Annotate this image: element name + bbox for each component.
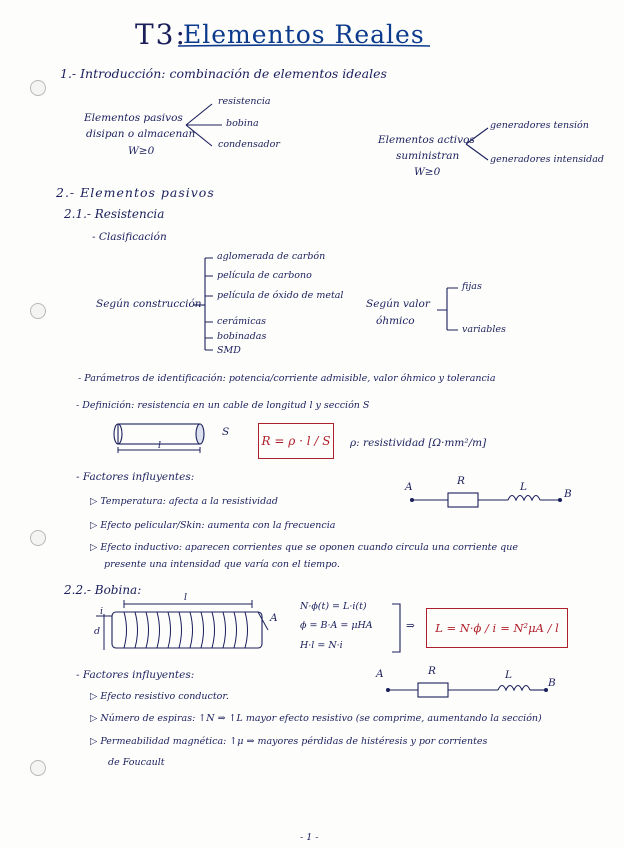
- value-item-fixed: fijas: [462, 281, 482, 292]
- page-number: - 1 -: [300, 832, 319, 843]
- coil-label-i: i: [100, 606, 104, 617]
- coil-eq-3: H·l = N·i: [300, 640, 343, 651]
- construction-item-3: película de óxido de metal: [217, 290, 344, 301]
- circuit1-B: B: [564, 488, 572, 500]
- passive-label-2: disipan o almacenan: [86, 128, 196, 140]
- passive-label-3: W≥0: [128, 145, 155, 157]
- coil-label-A: A: [270, 612, 278, 624]
- resistance-heading: 2.1.- Resistencia: [64, 207, 165, 221]
- by-value-label-1: Según valor: [366, 298, 430, 310]
- section1-heading: 1.- Introducción: combinación de elementos ideales: [60, 66, 387, 81]
- resistance-factor-4: presente una intensidad que varía con el tiempo.: [104, 559, 340, 570]
- coil-implies-arrow: ⇒: [406, 620, 415, 632]
- page-title: Elementos Reales: [183, 20, 425, 49]
- by-value-label-2: óhmico: [376, 315, 415, 327]
- resistance-factor-1: ▷ Temperatura: afecta a la resistividad: [90, 496, 278, 507]
- identification-params: - Parámetros de identificación: potencia/corriente admisible, valor óhmico y tolerancia: [78, 373, 496, 384]
- active-label-2: suministran: [396, 150, 460, 162]
- inductance-formula-box: [426, 608, 568, 648]
- resistance-factor-3: ▷ Efecto inductivo: aparecen corrientes que se oponen cuando circula una corriente que: [90, 542, 518, 553]
- active-label-1: Elementos activos: [378, 134, 475, 146]
- circuit2-B: B: [548, 677, 556, 689]
- value-item-variable: variables: [462, 324, 506, 335]
- coil-label-d: d: [94, 626, 101, 637]
- passive-label-1: Elementos pasivos: [84, 112, 183, 124]
- by-construction-label: Según construcción: [96, 298, 202, 310]
- resistance-definition: - Definición: resistencia en un cable de longitud l y sección S: [76, 400, 370, 411]
- active-label-3: W≥0: [414, 166, 441, 178]
- coil-factor-2: ▷ Número de espiras: ↑N ⇒ ↑L mayor efecto resistivo (se comprime, aumentando la sección): [90, 713, 542, 724]
- passive-item-coil: bobina: [226, 118, 259, 129]
- cable-label-l: l: [158, 440, 162, 451]
- construction-item-4: cerámicas: [217, 316, 267, 327]
- circuit2-A: A: [376, 668, 384, 680]
- construction-item-1: aglomerada de carbón: [217, 251, 326, 262]
- coil-eq-2: ϕ = B·A = μHA: [300, 620, 373, 631]
- inductance-formula-left: L = N·ϕ / i: [435, 621, 497, 635]
- circuit1-L: L: [520, 481, 527, 493]
- section2-heading: 2.- Elementos pasivos: [56, 185, 215, 200]
- construction-item-5: bobinadas: [217, 331, 267, 342]
- circuit1-A: A: [405, 481, 413, 493]
- resistance-factors-heading: - Factores influyentes:: [76, 471, 195, 483]
- circuit2-R: R: [428, 665, 436, 677]
- cable-label-S: S: [222, 426, 230, 438]
- construction-item-6: SMD: [217, 345, 241, 356]
- coil-factors-heading: - Factores influyentes:: [76, 669, 195, 681]
- coil-factor-4: de Foucault: [108, 757, 165, 768]
- passive-item-capacitor: condensador: [218, 139, 280, 150]
- coil-eq-1: N·ϕ(t) = L·i(t): [300, 601, 367, 612]
- topic-number: T3:: [135, 18, 187, 51]
- construction-item-2: película de carbono: [217, 270, 312, 281]
- coil-factor-3: ▷ Permeabilidad magnética: ↑μ ⇒ mayores pérdidas de histéresis y por corrientes: [90, 736, 488, 747]
- passive-item-resistance: resistencia: [218, 96, 271, 107]
- active-item-voltage: generadores tensión: [490, 120, 589, 131]
- resistance-formula: R = ρ · l / S: [261, 434, 331, 448]
- coil-heading: 2.2.- Bobina:: [64, 583, 142, 597]
- coil-label-l: l: [184, 592, 188, 603]
- circuit1-R: R: [457, 475, 465, 487]
- coil-factor-1: ▷ Efecto resistivo conductor.: [90, 691, 229, 702]
- inductance-formula-right: = N²μA / l: [500, 621, 559, 635]
- resistivity-note: ρ: resistividad [Ω·mm²/m]: [350, 437, 487, 449]
- resistance-formula-box: [258, 423, 334, 459]
- classification-heading: - Clasificación: [92, 231, 167, 243]
- active-item-current: generadores intensidad: [490, 154, 604, 165]
- resistance-factor-2: ▷ Efecto pelicular/Skin: aumenta con la frecuencia: [90, 520, 336, 531]
- circuit2-L: L: [505, 669, 512, 681]
